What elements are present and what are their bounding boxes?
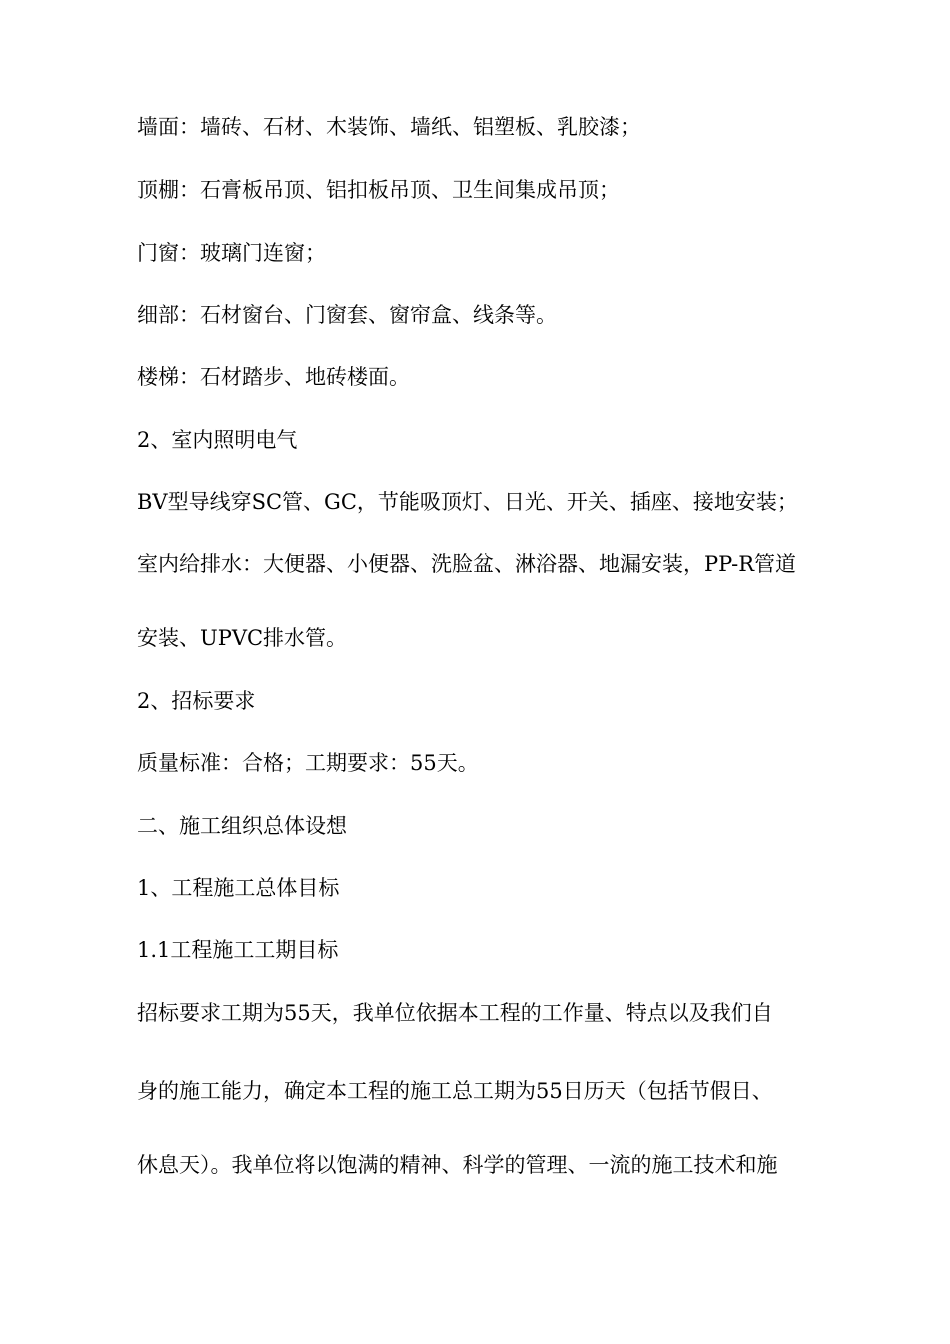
text-line-details: 细部：石材窗台、门窗套、窗帘盒、线条等。 [137, 303, 557, 327]
text-line-wiring: BV型导线穿SC管、GC，节能吸顶灯、日光、开关、插座、接地安装； [137, 490, 798, 514]
paragraph-line-1: 招标要求工期为55天，我单位依据本工程的工作量、特点以及我们自 [137, 1001, 773, 1025]
text-line-stairs: 楼梯：石材踏步、地砖楼面。 [137, 365, 410, 389]
text-line-doors-windows: 门窗：玻璃门连窗； [137, 241, 326, 265]
text-line-plumbing: 室内给排水：大便器、小便器、洗脸盆、淋浴器、地漏安装，PP-R管道 [137, 552, 797, 576]
text-line-ceiling: 顶棚：石膏板吊顶、铝扣板吊顶、卫生间集成吊顶； [137, 178, 620, 202]
paragraph-line-3: 休息天）。我单位将以饱满的精神、科学的管理、一流的施工技术和施 [137, 1153, 778, 1177]
text-line-wall: 墙面：墙砖、石材、木装饰、墙纸、铝塑板、乳胶漆； [137, 115, 641, 139]
section-heading-bid-requirements: 2、招标要求 [137, 689, 256, 713]
text-line-quality-standard: 质量标准：合格；工期要求：55天。 [137, 751, 479, 775]
section-heading-lighting: 2、室内照明电气 [137, 428, 298, 452]
paragraph-line-2: 身的施工能力，确定本工程的施工总工期为55日历天（包括节假日、 [137, 1079, 773, 1103]
section-heading-construction-plan: 二、施工组织总体设想 [137, 814, 347, 838]
section-heading-overall-goal: 1、工程施工总体目标 [137, 876, 340, 900]
text-line-plumbing-cont: 安装、UPVC排水管。 [137, 626, 348, 650]
section-heading-schedule-goal: 1.1工程施工工期目标 [137, 938, 339, 962]
